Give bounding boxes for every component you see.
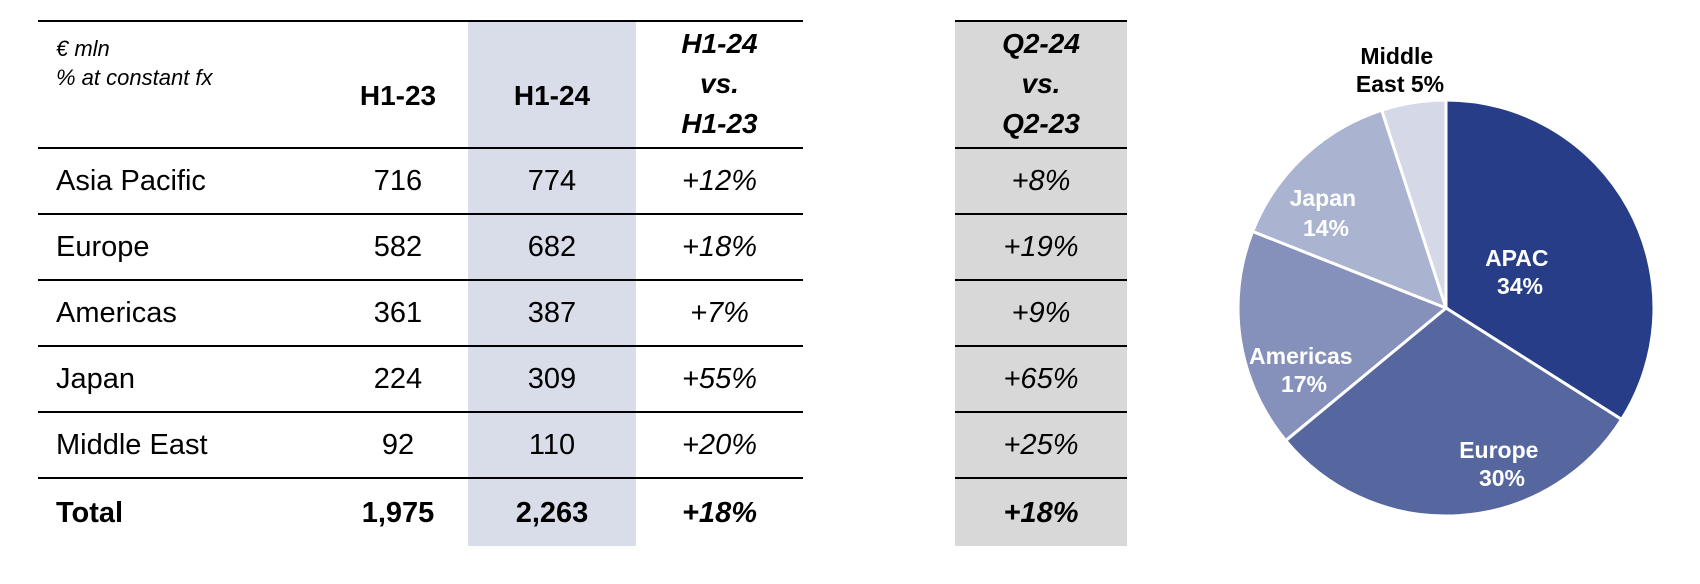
quarter-header <box>955 20 1127 148</box>
pie-label-middle-east-line2: East 5% <box>1355 71 1445 97</box>
total-h1-23: 1,975 <box>361 496 435 529</box>
pie-label-americas-value: 17% <box>1280 371 1328 397</box>
row-h1-23: 92 <box>381 428 415 461</box>
unit-currency: € mln <box>56 36 110 61</box>
quarter-header-line2: vs. <box>1021 68 1061 99</box>
quarter-total: +18% <box>1003 496 1079 529</box>
quarter-row-rule <box>955 477 1127 479</box>
table-row <box>38 214 803 280</box>
row-h1-24: 682 <box>527 230 577 263</box>
row-change: +20% <box>682 428 757 461</box>
row-h1-23: 224 <box>373 362 423 395</box>
row-name: Americas <box>56 296 177 329</box>
row-name: Middle East <box>56 428 208 461</box>
row-name: Europe <box>56 230 150 263</box>
header-change <box>636 20 803 148</box>
header-h1-24 <box>468 32 636 160</box>
pie-label-middle-east-line1: Middle <box>1360 43 1434 69</box>
quarter-value: +8% <box>1011 164 1071 197</box>
pie-slices <box>1238 100 1654 516</box>
pie-label-apac-value: 34% <box>1496 273 1544 299</box>
total-change: +18% <box>682 496 757 529</box>
table-header <box>38 20 803 148</box>
pie-label-japan-name: Japan <box>1289 185 1357 211</box>
row-h1-24: 774 <box>527 164 577 197</box>
quarter-value: +65% <box>1003 362 1079 395</box>
pie-label-apac-name: APAC <box>1485 245 1549 271</box>
pie-label-europe-value: 30% <box>1478 465 1526 491</box>
quarter-value: +25% <box>1003 428 1079 461</box>
row-rule <box>38 477 803 479</box>
pie-label-middle-east <box>1356 43 1444 97</box>
total-h1-24: 2,263 <box>515 496 589 529</box>
row-h1-23: 582 <box>373 230 423 263</box>
header-change-line3: H1-23 <box>681 108 758 139</box>
table-row <box>38 280 803 346</box>
row-change: +12% <box>682 164 757 197</box>
table-row <box>38 346 803 412</box>
table-row-total <box>38 480 803 546</box>
table-row <box>38 148 803 214</box>
row-h1-24: 309 <box>527 362 577 395</box>
row-change: +7% <box>690 296 749 329</box>
quarter-header-line3: Q2-23 <box>1002 108 1080 139</box>
row-change: +18% <box>682 230 757 263</box>
header-h1-23-label: H1-23 <box>359 80 437 111</box>
pie-label-japan-value: 14% <box>1302 215 1350 241</box>
header-h1-23 <box>338 32 458 160</box>
regional-share-pie-chart <box>1200 0 1700 584</box>
quarter-value: +19% <box>1003 230 1079 263</box>
row-name: Japan <box>56 362 136 395</box>
pie-label-europe-name: Europe <box>1459 437 1539 463</box>
quarter-value: +9% <box>1011 296 1071 329</box>
unit-fx-note: % at constant fx <box>56 65 213 90</box>
table-row <box>38 412 803 478</box>
table-top-rule <box>38 20 803 22</box>
row-h1-23: 716 <box>373 164 423 197</box>
unit-label <box>56 34 213 92</box>
header-change-line1: H1-24 <box>681 28 758 59</box>
quarterly-change-column <box>955 20 1127 546</box>
pie-label-americas-name: Americas <box>1249 343 1353 369</box>
row-h1-24: 387 <box>527 296 577 329</box>
row-h1-24: 110 <box>528 428 576 461</box>
total-name: Total <box>56 496 124 529</box>
row-change: +55% <box>682 362 757 395</box>
row-name: Asia Pacific <box>56 164 206 197</box>
header-change-line2: vs. <box>700 68 739 99</box>
header-h1-24-label: H1-24 <box>513 80 591 111</box>
quarter-header-line1: Q2-24 <box>1002 28 1080 59</box>
row-h1-23: 361 <box>373 296 423 329</box>
